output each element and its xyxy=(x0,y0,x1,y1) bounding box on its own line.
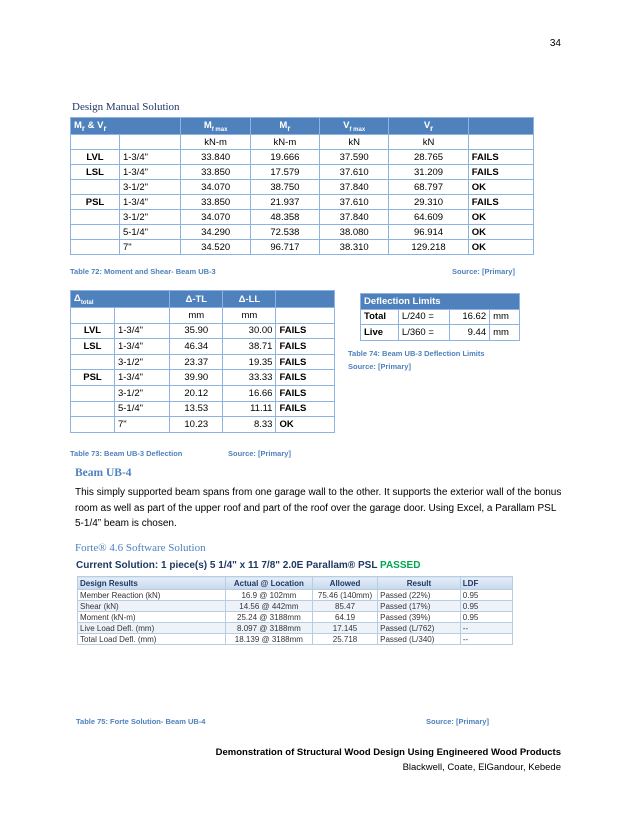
table-row xyxy=(78,634,513,645)
table-cell: 3-1/2" xyxy=(114,354,169,370)
table-cell: FAILS xyxy=(276,354,335,370)
header-cell: $M_r$ xyxy=(250,118,319,135)
table-cell: 1-3/4" xyxy=(114,339,169,355)
table-cell: LSL xyxy=(71,165,120,180)
table-cell: 8.097 @ 3188mm xyxy=(225,623,312,634)
table-cell: 0.95 xyxy=(460,612,512,623)
table-cell: 37.610 xyxy=(320,165,389,180)
table-cell xyxy=(71,385,115,401)
table-cell: 96.914 xyxy=(389,225,468,240)
table-cell: 30.00 xyxy=(223,323,276,339)
table-header-row xyxy=(71,118,534,135)
table-cell: FAILS xyxy=(276,339,335,355)
table-cell: 35.90 xyxy=(170,323,223,339)
table-row xyxy=(71,370,335,386)
table-cell: 18.139 @ 3188mm xyxy=(225,634,312,645)
table-cell: 33.850 xyxy=(181,165,250,180)
table-row xyxy=(71,150,534,165)
table-cell: 0.95 xyxy=(460,601,512,612)
table-cell xyxy=(71,417,115,433)
table-cell: 37.840 xyxy=(320,210,389,225)
table-units-row xyxy=(71,308,335,324)
table-cell: 1-3/4" xyxy=(114,323,169,339)
table-cell: 38.750 xyxy=(250,180,319,195)
table-cell: Total xyxy=(361,309,399,325)
table75-source: Source: [Primary] xyxy=(426,717,489,726)
table75-caption: Table 75: Forte Solution- Beam UB-4 xyxy=(76,717,206,726)
table-cell: 72.538 xyxy=(250,225,319,240)
table-cell: 33.33 xyxy=(223,370,276,386)
table-cell: 17.579 xyxy=(250,165,319,180)
forte-results-panel xyxy=(76,560,516,670)
table-cell: 34.290 xyxy=(181,225,250,240)
header-cell: Result xyxy=(378,577,461,590)
table-cell: 3-1/2" xyxy=(119,210,181,225)
unit-cell xyxy=(119,135,181,150)
table-cell: 64.609 xyxy=(389,210,468,225)
table-row xyxy=(71,417,335,433)
table-cell xyxy=(71,401,115,417)
section-heading-forte: Forte® 4.6 Software Solution xyxy=(75,542,206,554)
table-cell: 28.765 xyxy=(389,150,468,165)
table-row xyxy=(78,612,513,623)
table-cell: 1-3/4" xyxy=(119,165,181,180)
table-cell: L/240 = xyxy=(398,309,449,325)
header-cell: $V_{f max}$ xyxy=(320,118,389,135)
table-cell: FAILS xyxy=(276,323,335,339)
header-cell: Actual @ Location xyxy=(225,577,312,590)
header-cell: LDF xyxy=(460,577,512,590)
table-cell: Passed (39%) xyxy=(378,612,461,623)
table-row xyxy=(71,385,335,401)
table72-source: Source: [Primary] xyxy=(452,267,515,276)
table-cell: 10.23 xyxy=(170,417,223,433)
table-header-row xyxy=(78,577,513,590)
table-cell: 68.797 xyxy=(389,180,468,195)
table-cell: 37.590 xyxy=(320,150,389,165)
table-cell: 20.12 xyxy=(170,385,223,401)
table-moment-shear xyxy=(70,117,534,255)
table-row xyxy=(78,623,513,634)
header-cell xyxy=(468,118,533,135)
table-cell: 13.53 xyxy=(170,401,223,417)
forte-status: PASSED xyxy=(380,560,421,571)
table-cell: LVL xyxy=(71,323,115,339)
table-cell: L/360 = xyxy=(398,325,449,341)
table-cell: 48.358 xyxy=(250,210,319,225)
table-cell: 14.56 @ 442mm xyxy=(225,601,312,612)
table-cell: Total Load Defl. (mm) xyxy=(78,634,226,645)
table-cell xyxy=(71,354,115,370)
unit-cell: mm xyxy=(223,308,276,324)
table-cell: 129.218 xyxy=(389,240,468,255)
table-cell: 33.850 xyxy=(181,195,250,210)
table-cell: 34.070 xyxy=(181,210,250,225)
table-cell: Passed (22%) xyxy=(378,590,461,601)
table-cell: 7" xyxy=(114,417,169,433)
table-row xyxy=(361,309,520,325)
table-cell: 11.11 xyxy=(223,401,276,417)
header-cell: $M_r$ & $V_r$ xyxy=(71,118,181,135)
table-cell: 7" xyxy=(119,240,181,255)
unit-cell: mm xyxy=(170,308,223,324)
table-cell: 31.209 xyxy=(389,165,468,180)
table-cell: 8.33 xyxy=(223,417,276,433)
table-cell: 16.62 xyxy=(449,309,489,325)
table-cell: 46.34 xyxy=(170,339,223,355)
table-cell: 29.310 xyxy=(389,195,468,210)
table-header-row xyxy=(71,291,335,308)
table-deflection xyxy=(70,290,335,433)
header-cell xyxy=(276,291,335,308)
table-cell: 38.71 xyxy=(223,339,276,355)
table-cell: 19.666 xyxy=(250,150,319,165)
table-header-row xyxy=(361,294,520,310)
table-cell: mm xyxy=(490,325,520,341)
table-row xyxy=(71,401,335,417)
table-row xyxy=(71,354,335,370)
table-cell: 38.310 xyxy=(320,240,389,255)
unit-cell xyxy=(468,135,533,150)
table-cell: 1-3/4" xyxy=(114,370,169,386)
table-cell: 85.47 xyxy=(312,601,377,612)
table-row xyxy=(71,180,534,195)
table-cell: 34.520 xyxy=(181,240,250,255)
section-heading-design-manual: Design Manual Solution xyxy=(72,101,180,113)
unit-cell xyxy=(71,308,115,324)
table-cell: Shear (kN) xyxy=(78,601,226,612)
table73-caption: Table 73: Beam UB-3 Deflection xyxy=(70,449,183,458)
unit-cell: kN-m xyxy=(250,135,319,150)
table-cell: Moment (kN-m) xyxy=(78,612,226,623)
footer-title: Demonstration of Structural Wood Design Using Engineered Wood Products xyxy=(215,747,561,758)
table-cell: 23.37 xyxy=(170,354,223,370)
table-cell: 37.840 xyxy=(320,180,389,195)
table-cell: OK xyxy=(468,180,533,195)
table-cell: FAILS xyxy=(276,370,335,386)
unit-cell xyxy=(114,308,169,324)
table-cell: 39.90 xyxy=(170,370,223,386)
table-cell xyxy=(71,240,120,255)
unit-cell: kN-m xyxy=(181,135,250,150)
table-cell: OK xyxy=(468,225,533,240)
header-cell: $\Delta_{total}$ xyxy=(71,291,170,308)
table-cell: 37.610 xyxy=(320,195,389,210)
table-cell: 34.070 xyxy=(181,180,250,195)
table-cell: OK xyxy=(468,240,533,255)
table-row xyxy=(71,225,534,240)
table74-caption: Table 74: Beam UB-3 Deflection Limits xyxy=(348,349,485,358)
table-cell: 25.24 @ 3188mm xyxy=(225,612,312,623)
forte-title-body: 1 piece(s) 5 1/4" x 11 7/8" 2.0E Parallam® PSL xyxy=(161,560,378,571)
header-cell: Deflection Limits xyxy=(361,294,520,310)
table-row xyxy=(361,325,520,341)
table-cell: 5-1/4" xyxy=(114,401,169,417)
table-cell: 3-1/2" xyxy=(119,180,181,195)
table-cell: 75.46 (140mm) xyxy=(312,590,377,601)
table-cell: LVL xyxy=(71,150,120,165)
unit-cell: kN xyxy=(389,135,468,150)
table-cell: Passed (L/762) xyxy=(378,623,461,634)
table-cell: Live xyxy=(361,325,399,341)
table-cell xyxy=(71,225,120,240)
table-cell: 1-3/4" xyxy=(119,195,181,210)
table-cell: 3-1/2" xyxy=(114,385,169,401)
table-cell: 16.9 @ 102mm xyxy=(225,590,312,601)
header-cell: Δ-TL xyxy=(170,291,223,308)
table-cell: -- xyxy=(460,634,512,645)
table-cell: OK xyxy=(468,210,533,225)
table-cell: 9.44 xyxy=(449,325,489,341)
unit-cell: kN xyxy=(320,135,389,150)
table-cell: -- xyxy=(460,623,512,634)
table-deflection-limits xyxy=(360,293,520,341)
table-cell: OK xyxy=(276,417,335,433)
header-cell: Design Results xyxy=(78,577,226,590)
table-cell: 38.080 xyxy=(320,225,389,240)
table-cell: 96.717 xyxy=(250,240,319,255)
table-row xyxy=(78,601,513,612)
table-row xyxy=(71,210,534,225)
page-number: 34 xyxy=(549,38,561,49)
forte-title-prefix: Current Solution: xyxy=(76,560,159,571)
table-cell: Passed (L/340) xyxy=(378,634,461,645)
table-cell: 25.718 xyxy=(312,634,377,645)
table72-caption: Table 72: Moment and Shear- Beam UB-3 xyxy=(70,267,216,276)
forte-title xyxy=(76,560,516,571)
table-cell: FAILS xyxy=(468,195,533,210)
table-cell: 1-3/4" xyxy=(119,150,181,165)
table-cell: 0.95 xyxy=(460,590,512,601)
table-cell: PSL xyxy=(71,195,120,210)
table-row xyxy=(71,323,335,339)
table-cell: mm xyxy=(490,309,520,325)
header-cell: $M_{f max}$ xyxy=(181,118,250,135)
beam-ub4-paragraph: This simply supported beam spans from one garage wall to the other. It supports the exterior wall of the bonus room as well as part of the upper roof and part of the roof over the garage door. Using Excel, a Parallam PSL 5-1/4” beam is chosen. xyxy=(75,487,562,529)
table-cell: Live Load Defl. (mm) xyxy=(78,623,226,634)
table-cell: 21.937 xyxy=(250,195,319,210)
table-cell: Member Reaction (kN) xyxy=(78,590,226,601)
table-cell: 19.35 xyxy=(223,354,276,370)
table-cell: FAILS xyxy=(468,150,533,165)
table74-source: Source: [Primary] xyxy=(348,362,411,371)
table-row xyxy=(71,240,534,255)
table-cell xyxy=(71,210,120,225)
table-row xyxy=(71,165,534,180)
table73-source: Source: [Primary] xyxy=(228,449,291,458)
table-cell: 16.66 xyxy=(223,385,276,401)
table-cell: FAILS xyxy=(276,401,335,417)
table-cell: 17.145 xyxy=(312,623,377,634)
section-heading-beam-ub4: Beam UB-4 xyxy=(75,467,132,479)
table-row xyxy=(71,339,335,355)
table-units-row xyxy=(71,135,534,150)
table-cell: 33.840 xyxy=(181,150,250,165)
header-cell: Δ-LL xyxy=(223,291,276,308)
table-cell: PSL xyxy=(71,370,115,386)
table-cell: 5-1/4" xyxy=(119,225,181,240)
header-cell: Allowed xyxy=(312,577,377,590)
forte-results-table xyxy=(77,576,513,645)
table-row xyxy=(78,590,513,601)
header-cell: $V_r$ xyxy=(389,118,468,135)
table-cell: Passed (17%) xyxy=(378,601,461,612)
unit-cell xyxy=(276,308,335,324)
table-cell: FAILS xyxy=(468,165,533,180)
footer-authors: Blackwell, Coate, ElGandour, Kebede xyxy=(402,762,561,773)
table-cell: FAILS xyxy=(276,385,335,401)
unit-cell xyxy=(71,135,120,150)
table-row xyxy=(71,195,534,210)
table-cell: 64.19 xyxy=(312,612,377,623)
table-cell xyxy=(71,180,120,195)
table-cell: LSL xyxy=(71,339,115,355)
